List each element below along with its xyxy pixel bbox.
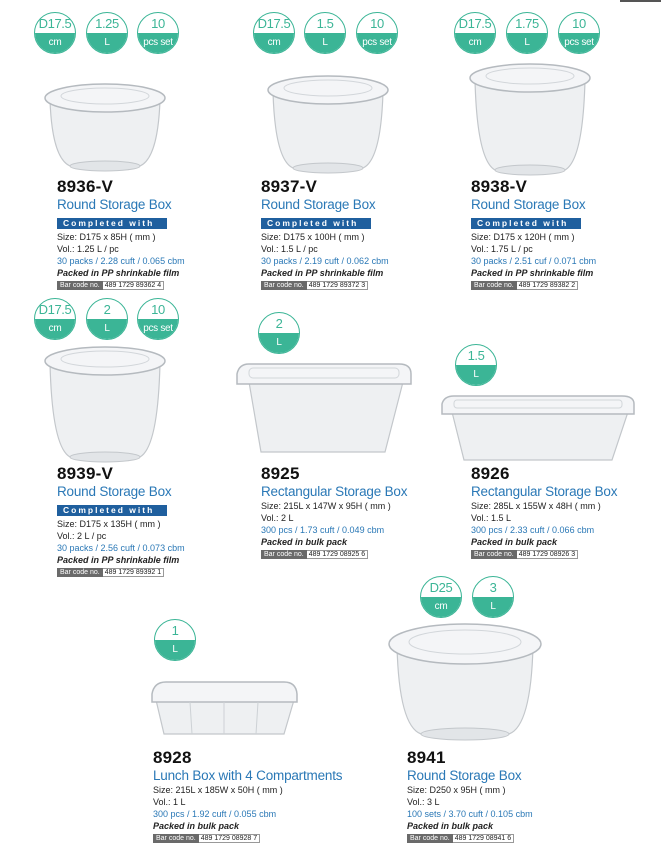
product-size: Size: 215L x 147W x 95H ( mm )	[261, 501, 391, 511]
product-code: 8925	[261, 464, 300, 483]
volume-badge: 1 L	[154, 619, 196, 661]
packing-type: Packed in bulk pack	[153, 821, 240, 831]
product-card	[153, 749, 353, 843]
product-code: 8938-V	[471, 177, 528, 196]
product-volume: Vol.: 1.5 L	[471, 513, 512, 523]
product-size: Size: 215L x 185W x 50H ( mm )	[153, 785, 283, 795]
product-size: Size: D250 x 95H ( mm )	[407, 785, 506, 795]
barcode: Bar code no. 489 1729 89372 3	[261, 281, 461, 290]
diameter-badge: D17.5 cm	[34, 298, 76, 340]
product-size: Size: 285L x 155W x 48H ( mm )	[471, 501, 601, 511]
packing-type: Packed in bulk pack	[407, 821, 494, 831]
product-volume: Vol.: 2 L / pc	[57, 531, 107, 541]
product-code: 8926	[471, 464, 510, 483]
product-name: Round Storage Box	[471, 197, 586, 212]
pack-info: 30 packs / 2.56 cuft / 0.073 cbm	[57, 543, 185, 553]
completed-with-banner: Completed with	[261, 218, 371, 229]
packing-type: Packed in bulk pack	[471, 537, 558, 547]
product-image-lunch-box	[150, 678, 300, 740]
diameter-badge: D17.5 cm	[34, 12, 76, 54]
product-code: 8936-V	[57, 177, 114, 196]
pack-info: 100 sets / 3.70 cuft / 0.105 cbm	[407, 809, 533, 819]
product-card	[57, 465, 257, 577]
barcode: Bar code no. 489 1729 08941 6	[407, 834, 607, 843]
product-volume: Vol.: 1.25 L / pc	[57, 244, 119, 254]
packing-type: Packed in PP shrinkable film	[57, 268, 180, 278]
barcode: Bar code no. 489 1729 08928 7	[153, 834, 353, 843]
set-count-badge: 10 pcs set	[558, 12, 600, 54]
product-name: Round Storage Box	[57, 197, 172, 212]
pack-info: 30 packs / 2.28 cuft / 0.065 cbm	[57, 256, 185, 266]
pack-info: 300 pcs / 1.73 cuft / 0.049 cbm	[261, 525, 385, 535]
completed-with-banner: Completed with	[57, 218, 167, 229]
top-rule	[620, 0, 661, 2]
product-image-round-box	[263, 72, 393, 177]
product-volume: Vol.: 1.75 L / pc	[471, 244, 533, 254]
completed-with-banner: Completed with	[471, 218, 581, 229]
diameter-badge: D17.5 cm	[454, 12, 496, 54]
product-code: 8939-V	[57, 464, 114, 483]
packing-type: Packed in PP shrinkable film	[57, 555, 180, 565]
product-volume: Vol.: 2 L	[261, 513, 294, 523]
product-name: Rectangular Storage Box	[261, 484, 408, 499]
volume-badge: 1.25 L	[86, 12, 128, 54]
product-image-round-box	[385, 620, 545, 742]
product-name: Round Storage Box	[261, 197, 376, 212]
product-size: Size: D175 x 100H ( mm )	[261, 232, 365, 242]
product-size: Size: D175 x 120H ( mm )	[471, 232, 575, 242]
completed-with-banner: Completed with	[57, 505, 167, 516]
barcode: Bar code no. 489 1729 08925 6	[261, 550, 461, 559]
pack-info: 30 packs / 2.19 cuft / 0.062 cbm	[261, 256, 389, 266]
product-code: 8937-V	[261, 177, 318, 196]
product-card	[261, 178, 461, 290]
packing-type: Packed in PP shrinkable film	[261, 268, 384, 278]
diameter-badge: D25 cm	[420, 576, 462, 618]
diameter-badge: D17.5 cm	[253, 12, 295, 54]
product-name: Round Storage Box	[57, 484, 172, 499]
product-image-round-box	[465, 60, 595, 178]
volume-badge: 1.5 L	[455, 344, 497, 386]
pack-info: 300 pcs / 2.33 cuft / 0.066 cbm	[471, 525, 595, 535]
product-size: Size: D175 x 135H ( mm )	[57, 519, 161, 529]
product-volume: Vol.: 1.5 L / pc	[261, 244, 318, 254]
volume-badge: 2 L	[86, 298, 128, 340]
pack-info: 300 pcs / 1.92 cuft / 0.055 cbm	[153, 809, 277, 819]
set-count-badge: 10 pcs set	[137, 12, 179, 54]
product-image-round-box	[40, 343, 170, 465]
set-count-badge: 10 pcs set	[356, 12, 398, 54]
product-volume: Vol.: 1 L	[153, 797, 186, 807]
product-card	[57, 178, 257, 290]
set-count-badge: 10 pcs set	[137, 298, 179, 340]
product-name: Lunch Box with 4 Compartments	[153, 768, 343, 783]
barcode: Bar code no. 489 1729 89362 4	[57, 281, 257, 290]
barcode: Bar code no. 489 1729 89392 1	[57, 568, 257, 577]
product-code: 8928	[153, 748, 192, 767]
packing-type: Packed in PP shrinkable film	[471, 268, 594, 278]
product-image-rectangular-box	[235, 360, 415, 460]
product-image-round-box	[40, 80, 170, 175]
barcode: Bar code no. 489 1729 08926 3	[471, 550, 661, 559]
product-image-rectangular-box	[440, 392, 636, 468]
product-card	[471, 178, 661, 290]
product-name: Round Storage Box	[407, 768, 522, 783]
barcode: Bar code no. 489 1729 89382 2	[471, 281, 661, 290]
product-size: Size: D175 x 85H ( mm )	[57, 232, 156, 242]
product-card	[471, 465, 661, 559]
volume-badge: 1.75 L	[506, 12, 548, 54]
pack-info: 30 packs / 2.51 cuf / 0.071 cbm	[471, 256, 597, 266]
product-name: Rectangular Storage Box	[471, 484, 618, 499]
product-code: 8941	[407, 748, 446, 767]
volume-badge: 3 L	[472, 576, 514, 618]
volume-badge: 1.5 L	[304, 12, 346, 54]
volume-badge: 2 L	[258, 312, 300, 354]
packing-type: Packed in bulk pack	[261, 537, 348, 547]
product-card	[261, 465, 461, 559]
product-volume: Vol.: 3 L	[407, 797, 440, 807]
product-card	[407, 749, 607, 843]
